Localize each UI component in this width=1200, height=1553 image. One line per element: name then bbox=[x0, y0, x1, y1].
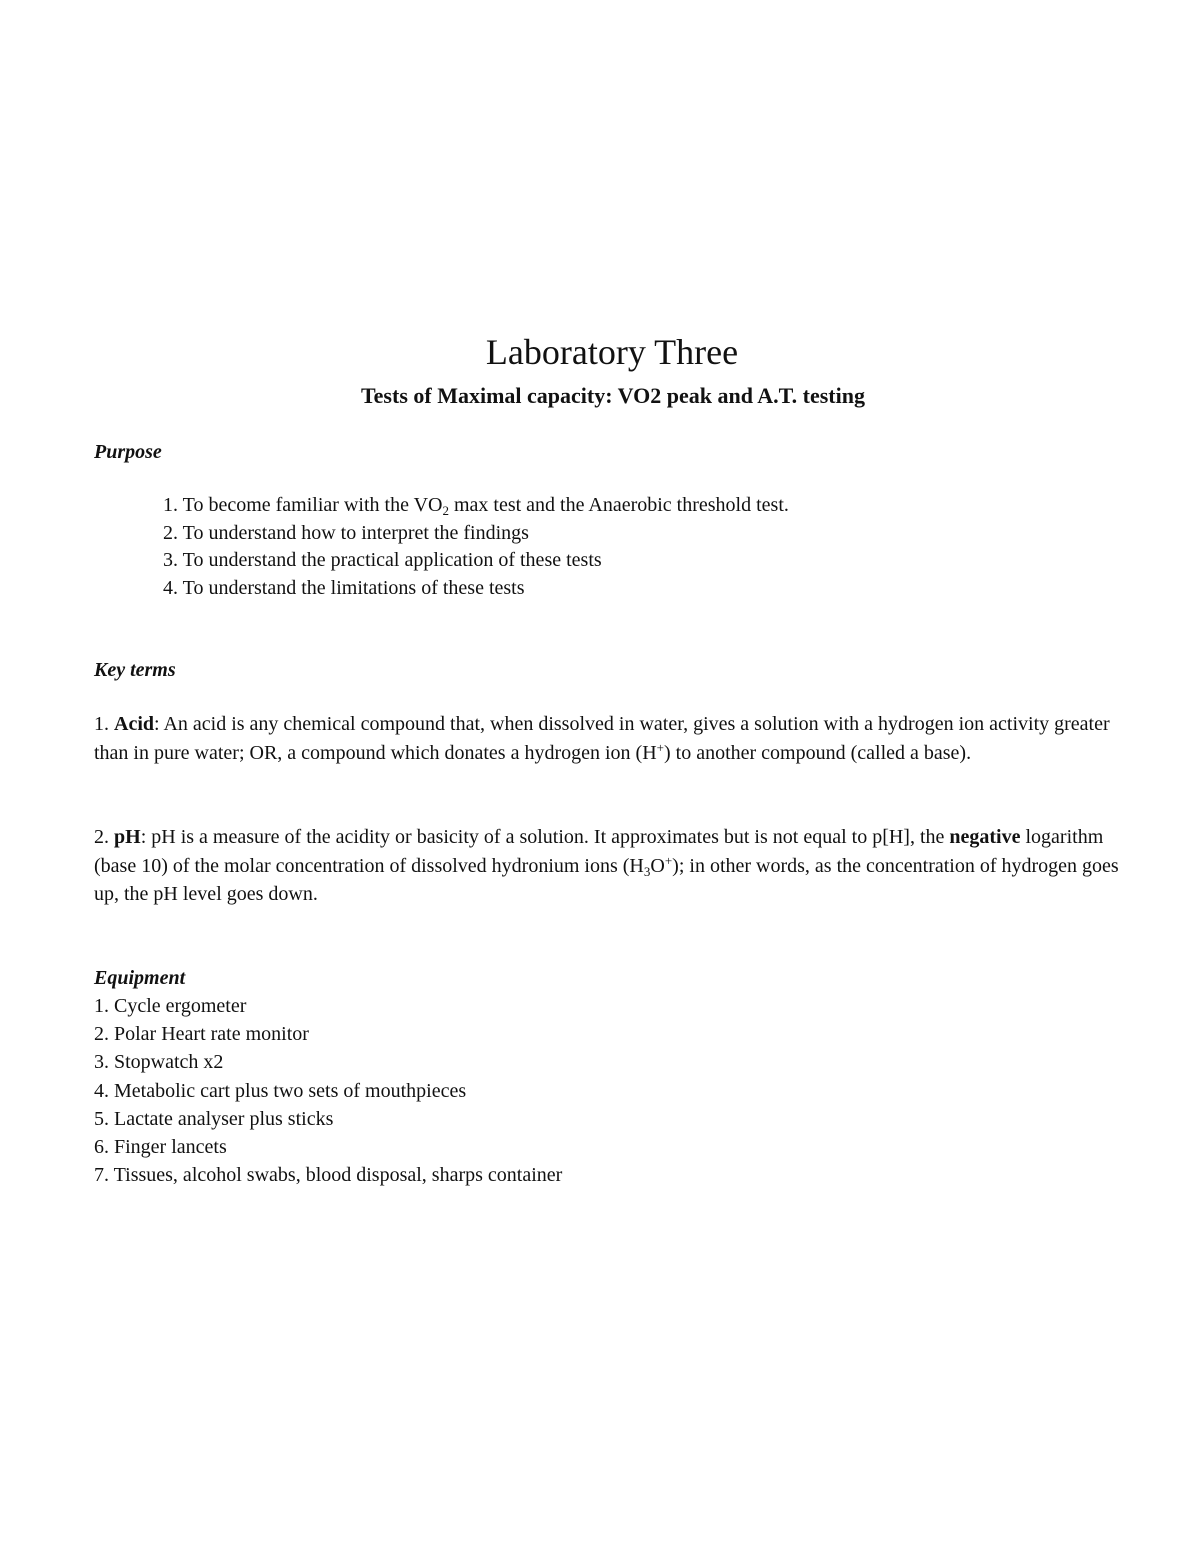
purpose-heading: Purpose bbox=[94, 441, 162, 463]
purpose-item-number: 1. bbox=[163, 494, 178, 516]
key-term-definition: : An acid is any chemical compound that, when dissolved in water, gives a solution with a hydrogen ion activity greater than in pure water; OR, a compound which donates a hydrogen ion (H bbox=[94, 713, 1110, 764]
purpose-item bbox=[163, 520, 789, 548]
subscript: 2 bbox=[442, 503, 449, 518]
equipment-heading: Equipment bbox=[94, 967, 186, 989]
key-term-definition: : pH is a measure of the acidity or basicity of a solution. It approximates but is not equal to p[H], the bbox=[140, 826, 950, 848]
purpose-item-text: To become familiar with the VO bbox=[182, 494, 443, 516]
purpose-item-text: max test and the Anaerobic threshold test. bbox=[448, 494, 789, 516]
purpose-item-number: 2. bbox=[163, 521, 178, 544]
purpose-item bbox=[163, 492, 789, 520]
purpose-item-text: To understand the limitations of these tests bbox=[182, 576, 525, 599]
key-term-name: pH bbox=[114, 826, 141, 848]
purpose-list bbox=[163, 492, 789, 602]
equipment-item: 6. Finger lancets bbox=[94, 1136, 227, 1159]
emphasis-text: negative bbox=[949, 826, 1021, 848]
equipment-item: 1. Cycle ergometer bbox=[94, 995, 247, 1017]
key-term-ph bbox=[94, 823, 1124, 909]
page-title: Laboratory Three bbox=[485, 332, 739, 372]
page-subtitle: Tests of Maximal capacity: VO2 peak and A.T. testing bbox=[361, 383, 865, 408]
equipment-item: 5. Lactate analyser plus sticks bbox=[94, 1107, 334, 1130]
key-term-number: 2. bbox=[94, 826, 109, 848]
purpose-item bbox=[163, 575, 789, 603]
key-term-number: 1. bbox=[94, 713, 109, 735]
key-term-definition: logarithm (base 10) of the molar concentration of dissolved hydronium ions (H bbox=[94, 826, 1104, 877]
key-term-definition: ); in other words, as the concentration of hydrogen goes up, the pH level goes down. bbox=[94, 854, 1119, 905]
equipment-list bbox=[94, 992, 562, 1189]
key-terms-heading: Key terms bbox=[94, 659, 176, 681]
purpose-item bbox=[163, 547, 789, 575]
purpose-item-number: 4. bbox=[163, 576, 178, 599]
purpose-item-text: To understand the practical application of these tests bbox=[182, 549, 602, 571]
purpose-item-number: 3. bbox=[163, 549, 178, 571]
key-term-name: Acid bbox=[114, 713, 154, 735]
key-term-definition: ) to another compound (called a base). bbox=[663, 741, 972, 764]
equipment-item: 3. Stopwatch x2 bbox=[94, 1051, 224, 1074]
subscript: 3 bbox=[643, 863, 651, 879]
key-term-definition: O bbox=[650, 854, 665, 877]
equipment-item: 7. Tissues, alcohol swabs, blood disposal, sharps container bbox=[94, 1164, 563, 1187]
equipment-item: 2. Polar Heart rate monitor bbox=[94, 1023, 309, 1046]
equipment-item: 4. Metabolic cart plus two sets of mouthpieces bbox=[94, 1079, 467, 1102]
superscript: + bbox=[656, 739, 664, 755]
superscript: + bbox=[664, 852, 673, 868]
purpose-item-text: To understand how to interpret the findings bbox=[182, 521, 529, 544]
key-term-acid bbox=[94, 710, 1124, 767]
